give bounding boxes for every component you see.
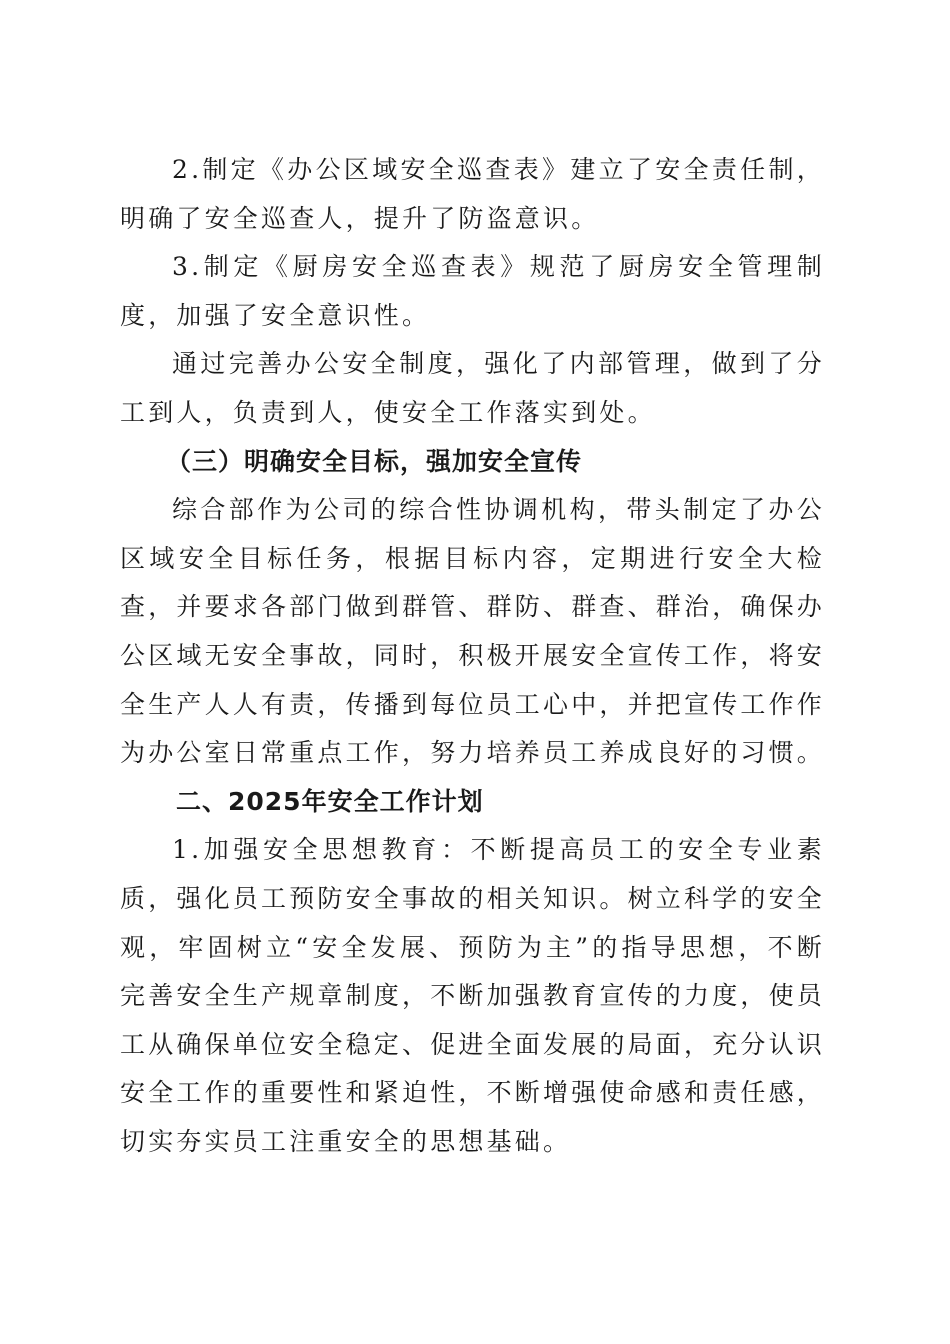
- section-3-paragraph: 综合部作为公司的综合性协调机构，带头制定了办公区域安全目标任务，根据目标内容，定期进行安全大检查，并要求各部门做到群管、群防、群查、群治，确保办公区域无安全事故，同时，积极开展安全宣传工作，将安全生产人人有责，传播到每位员工心中，并把宣传工作作为办公室日常重点工作，努力培养员工养成良好的习惯。: [120, 495, 826, 768]
- section-3-heading: （三）明确安全目标，强加安全宣传: [166, 446, 583, 476]
- paragraph-kitchen-table: 3.制定《厨房安全巡查表》规范了厨房安全管理制度，加强了安全意识性。: [120, 252, 825, 330]
- document-page: [120, 146, 825, 1166]
- plan-item-1: 1.加强安全思想教育：不断提高员工的安全专业素质，强化员工预防安全事故的相关知识。树立科学的安全观，牢固树立“安全发展、预防为主”的指导思想，不断完善安全生产规章制度，不断加强教育宣传的力度，使员工从确保单位安全稳定、促进全面发展的局面，充分认识安全工作的重要性和紧迫性，不断增强使命感和责任感，切实夯实员工注重安全的思想基础。: [120, 835, 826, 1156]
- section-2-heading: 二、2025年安全工作计划: [176, 786, 484, 816]
- paragraph-inspection-table: 2.制定《办公区域安全巡查表》建立了安全责任制，明确了安全巡查人，提升了防盗意识。: [120, 155, 825, 233]
- paragraph-office-safety: 通过完善办公安全制度，强化了内部管理，做到了分工到人，负责到人，使安全工作落实到处。: [120, 349, 825, 427]
